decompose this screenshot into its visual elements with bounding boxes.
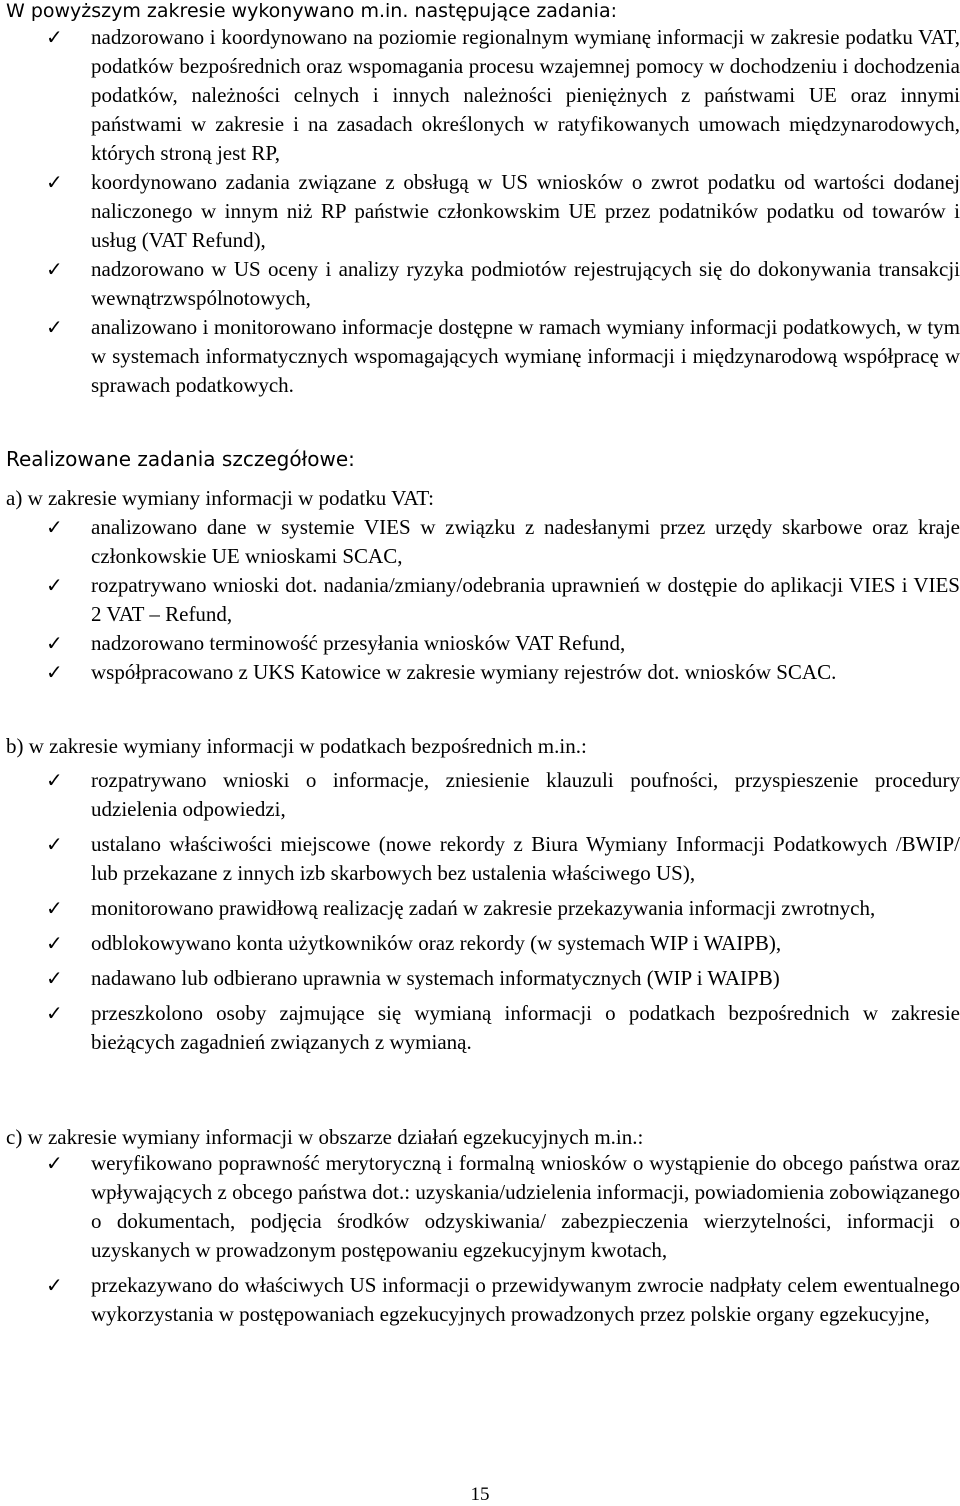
checkmark-icon: ✓	[46, 768, 63, 792]
list-item-text: rozpatrywano wnioski dot. nadania/zmiany/odebrania uprawnień w dostępie do aplikacji VIES i VIES 2 VAT – Refund,	[91, 573, 960, 626]
list-item-text: koordynowano zadania związane z obsługą w US wniosków o zwrot podatku od wartości dodanej naliczonego w innym niż RP państwie członkowskim UE przez podatników podatku od towarów i usług (VAT Refund),	[91, 170, 960, 252]
list-item	[46, 571, 960, 629]
checkmark-icon: ✓	[46, 25, 63, 49]
checkmark-icon: ✓	[46, 660, 63, 684]
list-item-text: odblokowywano konta użytkowników oraz rekordy (w systemach WIP i WAIPB),	[91, 931, 782, 955]
list-item	[46, 929, 960, 958]
list-item	[46, 255, 960, 313]
list-item	[46, 513, 960, 571]
list-item	[46, 313, 960, 400]
checkmark-icon: ✓	[46, 170, 63, 194]
detailed-tasks-heading: Realizowane zadania szczegółowe:	[6, 447, 355, 471]
list-item-text: analizowano dane w systemie VIES w związku z nadesłanymi przez urzędy skarbowe oraz kraje członkowskie UE wnioskami SCAC,	[91, 515, 960, 568]
list-item-text: współpracowano z UKS Katowice w zakresie wymiany rejestrów dot. wniosków SCAC.	[91, 660, 837, 684]
list-item-text: nadzorowano terminowość przesyłania wniosków VAT Refund,	[91, 631, 626, 655]
section-b-heading: b) w zakresie wymiany informacji w podatkach bezpośrednich m.in.:	[6, 734, 587, 758]
section-a-list	[46, 513, 960, 687]
list-item-text: nadawano lub odbierano uprawnia w systemach informatycznych (WIP i WAIPB)	[91, 966, 780, 990]
list-item-text: przeszkolono osoby zajmujące się wymianą informacji o podatkach bezpośrednich w zakresie bieżących zagadnień związanych z wymianą.	[91, 1001, 960, 1054]
list-item	[46, 999, 960, 1057]
checkmark-icon: ✓	[46, 931, 63, 955]
checkmark-icon: ✓	[46, 257, 63, 281]
checkmark-icon: ✓	[46, 515, 63, 539]
list-item	[46, 23, 960, 168]
list-item-text: rozpatrywano wnioski o informacje, zniesienie klauzuli poufności, przyspieszenie procedury udzielenia odpowiedzi,	[91, 768, 960, 821]
checkmark-icon: ✓	[46, 966, 63, 990]
list-item	[46, 168, 960, 255]
list-item	[46, 964, 960, 993]
section-c-heading: c) w zakresie wymiany informacji w obszarze działań egzekucyjnych m.in.:	[6, 1125, 644, 1149]
list-item-text: weryfikowano poprawność merytoryczną i formalną wniosków o wystąpienie do obcego państwa oraz wpływających z obcego państwa dot.: uzyskania/udzielenia informacji, powiadomienia zobowiązanego o dokumentach, podjęcia środków odzyskiwania/ zabezpieczenia wierzytelności, informacji o uzyskanych w prowadzonym postępowaniu egzekucyjnym kwotach,	[91, 1151, 960, 1262]
list-item	[46, 629, 960, 658]
checkmark-icon: ✓	[46, 1273, 63, 1297]
section-a-heading: a) w zakresie wymiany informacji w podatku VAT:	[6, 486, 434, 510]
list-item	[46, 894, 960, 923]
list-item-text: przekazywano do właściwych US informacji o przewidywanym zwrocie nadpłaty celem ewentualnego wykorzystania w postępowaniach egzekucyjnych prowadzonych przez polskie organy egzekucyjne,	[91, 1273, 960, 1326]
list-item-text: ustalano właściwości miejscowe (nowe rekordy z Biura Wymiany Informacji Podatkowych /BWIP/ lub przekazane z innych izb skarbowych bez ustalenia właściwego US),	[91, 832, 960, 885]
section-b-list	[46, 766, 960, 1057]
checkmark-icon: ✓	[46, 832, 63, 856]
checkmark-icon: ✓	[46, 315, 63, 339]
list-item-text: nadzorowano w US oceny i analizy ryzyka podmiotów rejestrujących się do dokonywania transakcji wewnątrzwspólnotowych,	[91, 257, 960, 310]
main-task-list	[46, 23, 960, 400]
checkmark-icon: ✓	[46, 573, 63, 597]
list-item-text: monitorowano prawidłową realizację zadań w zakresie przekazywania informacji zwrotnych,	[91, 896, 876, 920]
list-item-text: analizowano i monitorowano informacje dostępne w ramach wymiany informacji podatkowych, w tym w systemach informatycznych wspomagających wymianę informacji i międzynarodową współpracę w sprawach podatkowych.	[91, 315, 960, 397]
checkmark-icon: ✓	[46, 1001, 63, 1025]
intro-line: W powyższym zakresie wykonywano m.in. następujące zadania:	[6, 0, 618, 22]
list-item	[46, 658, 960, 687]
checkmark-icon: ✓	[46, 1151, 63, 1175]
list-item	[46, 830, 960, 888]
list-item	[46, 1271, 960, 1329]
list-item	[46, 1149, 960, 1265]
page-number: 15	[470, 1484, 490, 1505]
list-item-text: nadzorowano i koordynowano na poziomie regionalnym wymianę informacji w zakresie podatku VAT, podatków bezpośrednich oraz wspomagania procesu wzajemnej pomocy w dochodzeniu i dochodzenia podatków, należności celnych i innych należności pieniężnych z państwami UE oraz innymi państwami w zakresie i na zasadach określonych w ratyfikowanych umowach międzynarodowych, których stroną jest RP,	[91, 25, 960, 165]
list-item	[46, 766, 960, 824]
section-c-list	[46, 1149, 960, 1329]
checkmark-icon: ✓	[46, 896, 63, 920]
checkmark-icon: ✓	[46, 631, 63, 655]
